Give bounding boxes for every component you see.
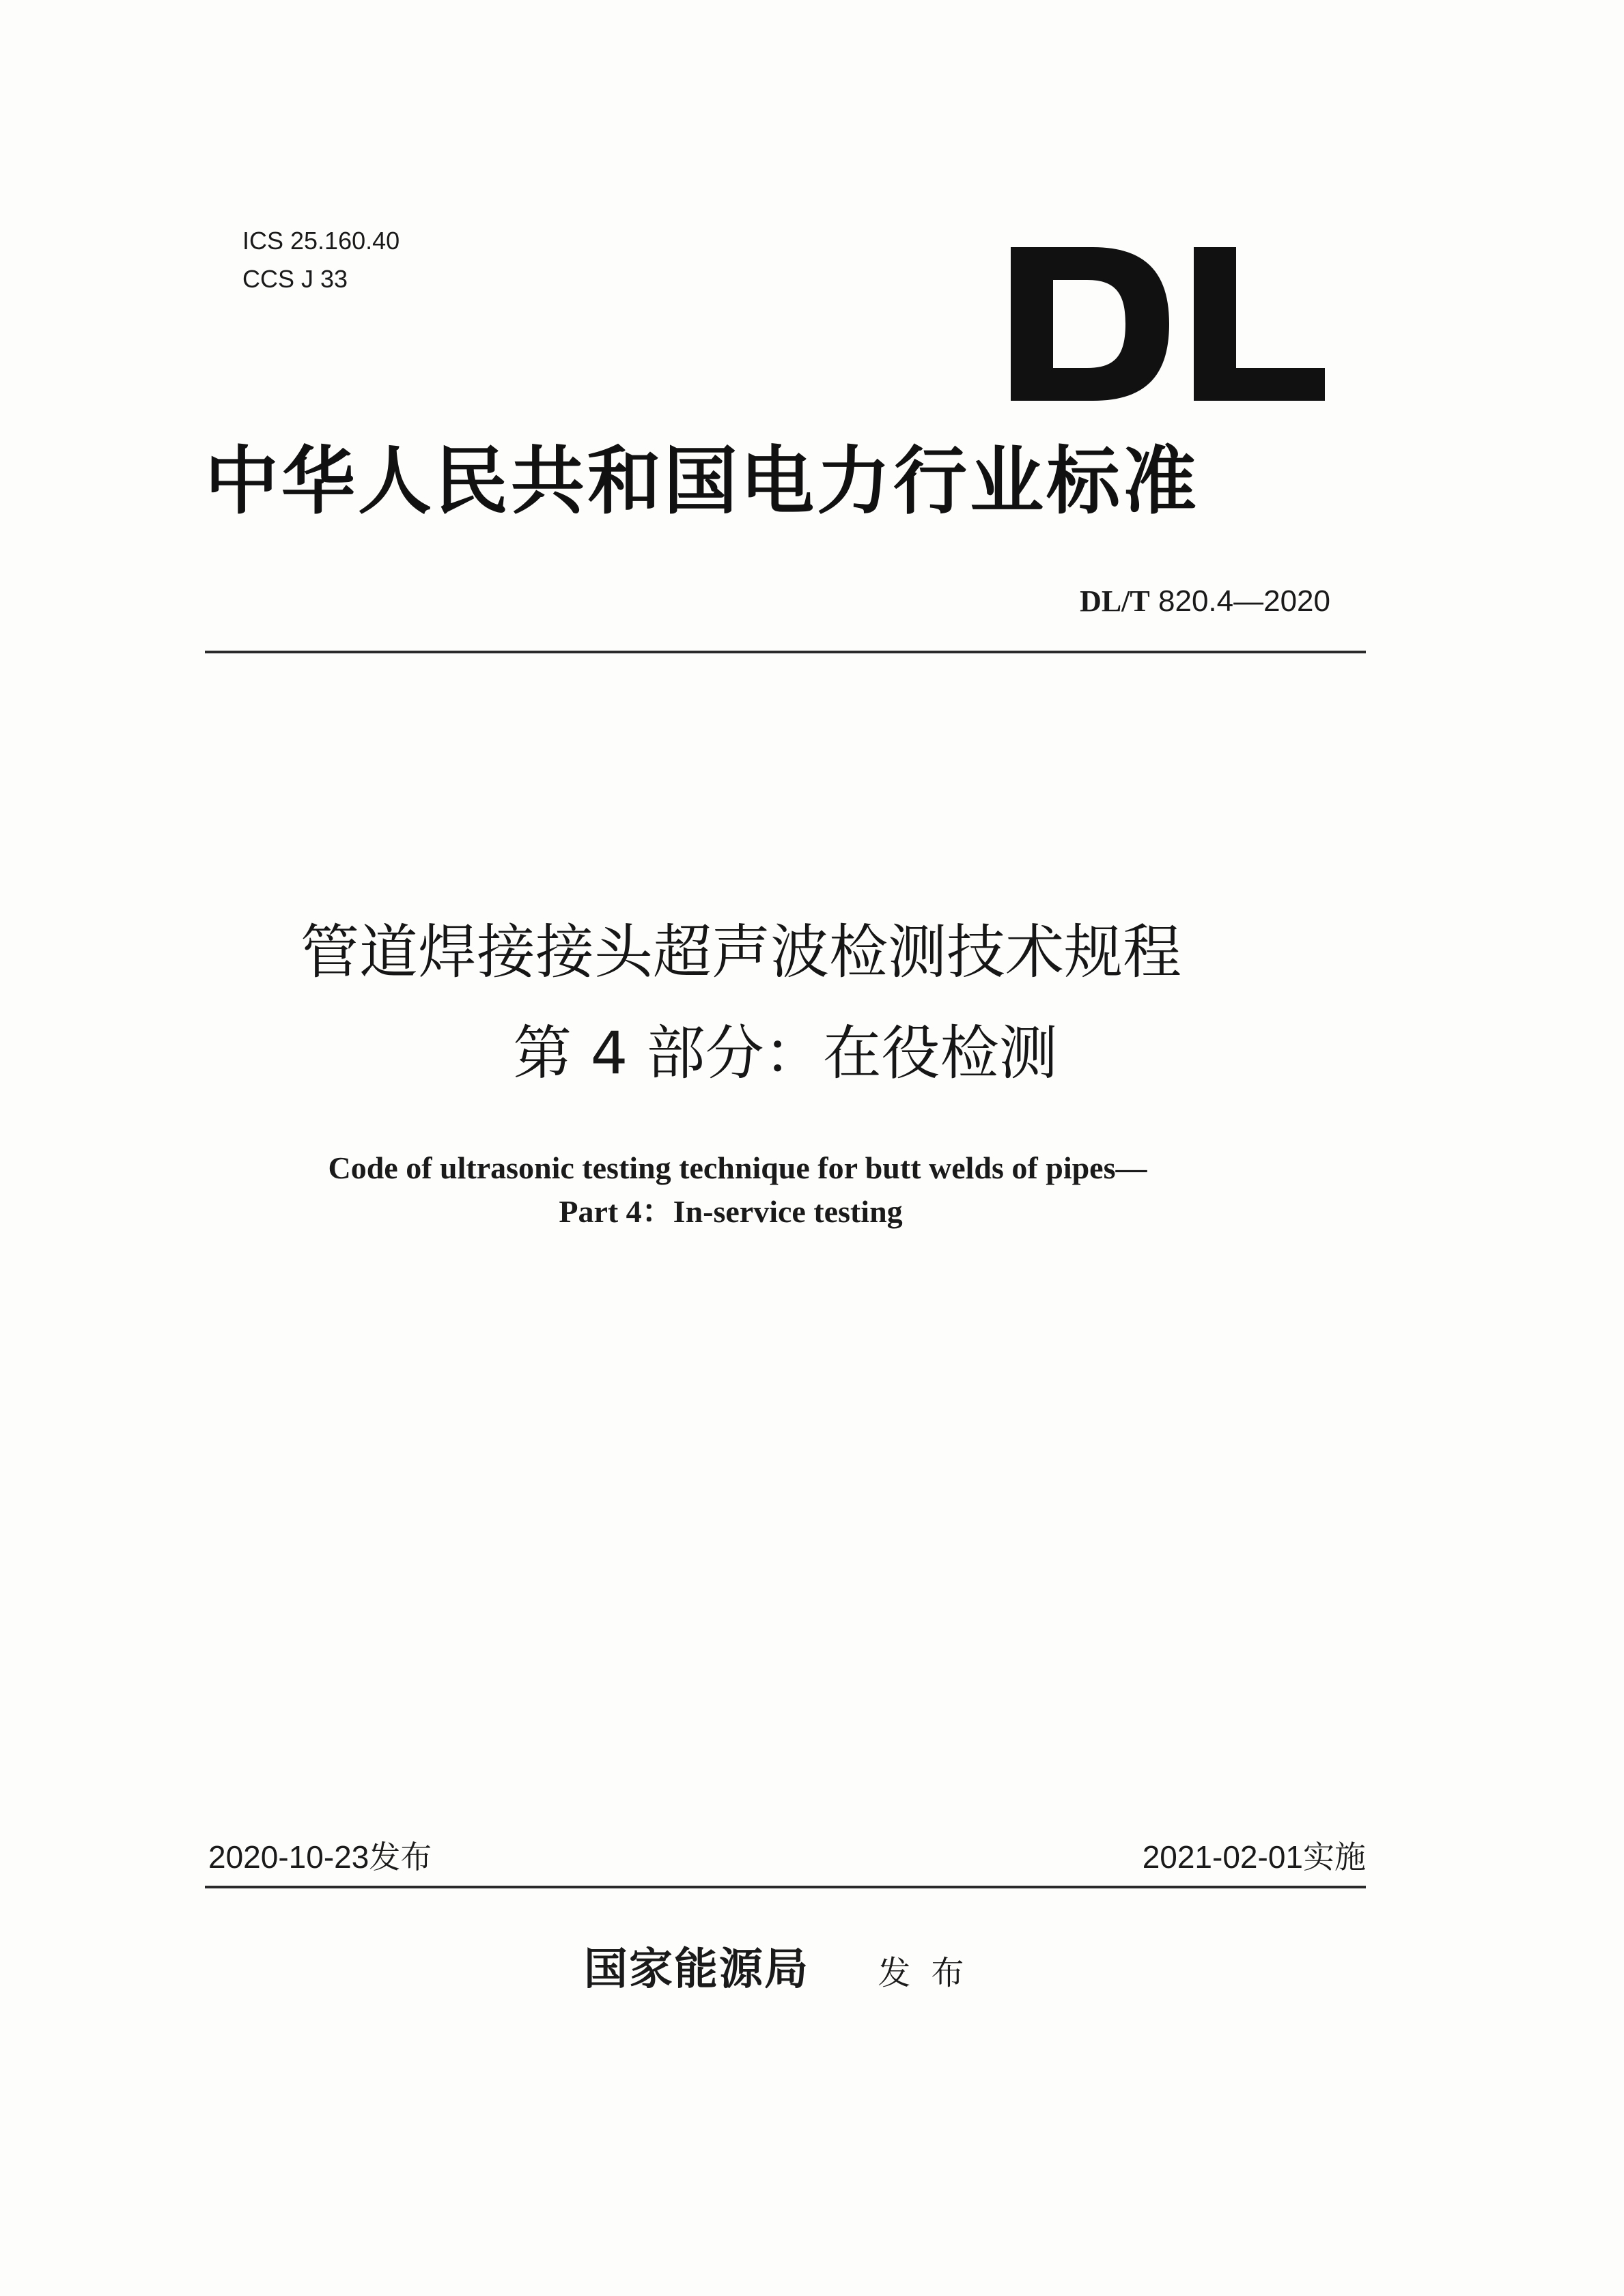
publisher-verb: 发布 <box>878 1954 985 1992</box>
issue-date: 2020-10-23发布 <box>208 1839 432 1875</box>
title-cn-line1: 管道焊接接头超声波检测技术规程 <box>300 918 1181 987</box>
top-divider <box>205 651 1366 653</box>
classification-codes <box>242 222 400 298</box>
publisher <box>584 1939 984 2004</box>
standard-prefix: DL/T <box>1080 584 1150 618</box>
org-title: 中华人民共和国电力行业标准 <box>205 438 1200 524</box>
dl-logo <box>1011 247 1325 401</box>
ics-code: ICS 25.160.40 <box>242 227 400 255</box>
dl-logo-letter-l <box>1194 247 1325 401</box>
title-en-line2: Part 4：In-service testing <box>559 1194 903 1229</box>
ccs-code: CCS J 33 <box>242 265 348 293</box>
title-en-line1: Code of ultrasonic testing technique for butt welds of pipes— <box>328 1150 1147 1185</box>
standard-number <box>1080 584 1330 619</box>
title-cn-line2: 第 4 部分：在役检测 <box>513 1019 1058 1088</box>
implement-date: 2021-02-01实施 <box>1142 1839 1366 1875</box>
publisher-agency: 国家能源局 <box>584 1944 809 1995</box>
standard-code: 820.4—2020 <box>1158 584 1330 618</box>
dl-logo-letter-d <box>1011 247 1169 401</box>
bottom-divider <box>205 1886 1366 1888</box>
